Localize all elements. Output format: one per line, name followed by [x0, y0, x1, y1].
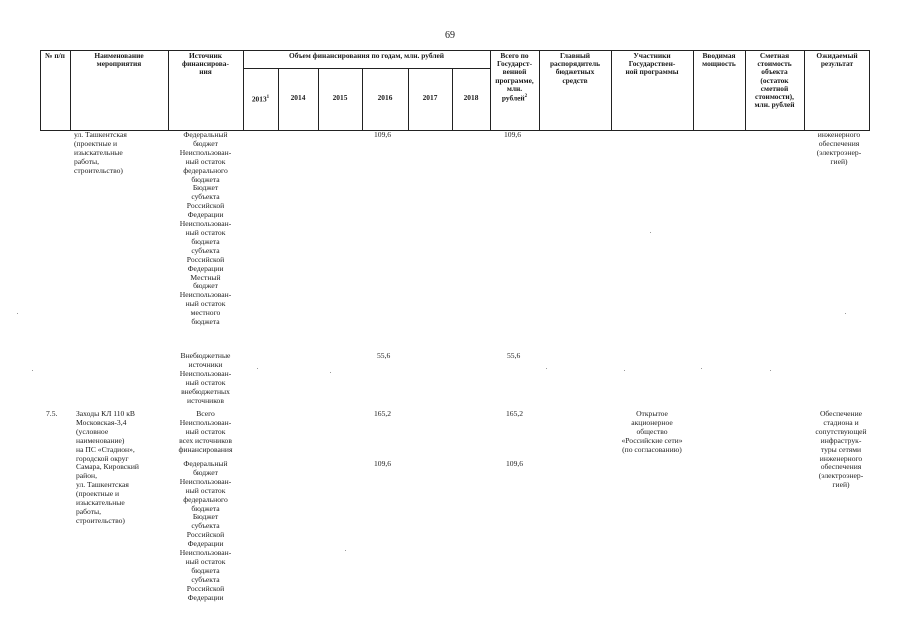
scan-speck — [770, 370, 771, 371]
col-header-year-2013: 2013$^1$ — [251, 94, 270, 104]
col-header-name: Наименование мероприятия — [94, 51, 144, 69]
col-header-total: Всего по Государст- венной программе, млн. рублей$^2$ — [495, 51, 534, 103]
row-offbudget-sources: Внебюджетные источники Неиспользован- ный остаток внебюджетных источников — [179, 351, 232, 405]
col-header-source: Источник финансирова- ния — [182, 51, 229, 77]
value-offbudget-2016: 55,6 — [377, 351, 391, 360]
scan-speck — [345, 550, 346, 551]
value-total: 109,6 — [504, 130, 522, 139]
scan-speck — [546, 368, 547, 369]
scan-speck — [650, 232, 651, 233]
col-header-year-2014: 2014 — [290, 93, 306, 102]
scan-speck — [845, 313, 846, 314]
row-sources-all: Всего Неиспользован- ный остаток всех источников финансирования — [178, 409, 233, 454]
col-header-year-2018: 2018 — [463, 93, 479, 102]
col-header-year-2016: 2016 — [377, 93, 393, 102]
scan-speck — [624, 370, 625, 371]
page-number: 69 — [445, 30, 455, 41]
value-federal-2016: 109,6 — [374, 459, 392, 468]
row-name: Заходы КЛ 110 кВ Московская-3,4 (условное наименование) на ПС «Стадион», городской округ Самара, Кировский район, ул. Ташкентская (проектные и изыскательные работы, строительство) — [76, 409, 139, 525]
col-header-result: Ожидаемый результат — [816, 51, 858, 69]
value-offbudget-total: 55,6 — [507, 351, 521, 360]
col-header-participants: Участники Государствен- ной программы — [625, 51, 679, 77]
row-result: Обеспечение стадиона и сопутствующей инфраструк- туры сетями инженерного обеспечения (электроэнер- гией) — [815, 409, 867, 490]
value-all-total: 165,2 — [506, 409, 524, 418]
scan-speck — [330, 372, 331, 373]
row-participants: Открытое акционерное общество «Российские сети» (по согласованию) — [621, 409, 683, 454]
value-2016: 109,6 — [374, 130, 392, 139]
scan-speck — [32, 370, 33, 371]
col-header-cost: Сметная стоимость объекта (остаток сметной стоимости), млн. рублей — [754, 51, 795, 110]
value-federal-total: 109,6 — [506, 459, 524, 468]
col-header-manager: Главный распорядитель бюджетных средств — [549, 51, 601, 85]
scan-speck — [701, 368, 702, 369]
row-sources-federal: Федеральный бюджет Неиспользован- ный остаток федерального бюджета Бюджет субъекта Российской Федерации Неиспользован- ный остаток бюджета субъекта Российской Федерации — [179, 459, 232, 602]
col-header-capacity: Вводимая мощность — [702, 51, 736, 69]
row-name: ул. Ташкентская (проектные и изыскательные работы, строительство) — [74, 130, 127, 175]
row-number: 7.5. — [46, 409, 58, 418]
col-header-num: № п/п — [45, 51, 65, 60]
col-header-year-2015: 2015 — [332, 93, 348, 102]
value-all-2016: 165,2 — [374, 409, 392, 418]
row-sources: Федеральный бюджет Неиспользован- ный остаток федерального бюджета Бюджет субъекта Российской Федерации Неиспользован- ный остаток бюджета субъекта Российской Федерации Местный бюджет Неиспользован- ный остаток местного бюджета — [179, 130, 232, 327]
col-header-year-2017: 2017 — [422, 93, 438, 102]
col-header-finance: Объем финансирования по годам, млн. рублей — [288, 51, 445, 60]
scan-speck — [17, 313, 18, 314]
row-result: инженерного обеспечения (электроэнер- гией) — [816, 130, 862, 166]
scan-speck — [257, 368, 258, 369]
